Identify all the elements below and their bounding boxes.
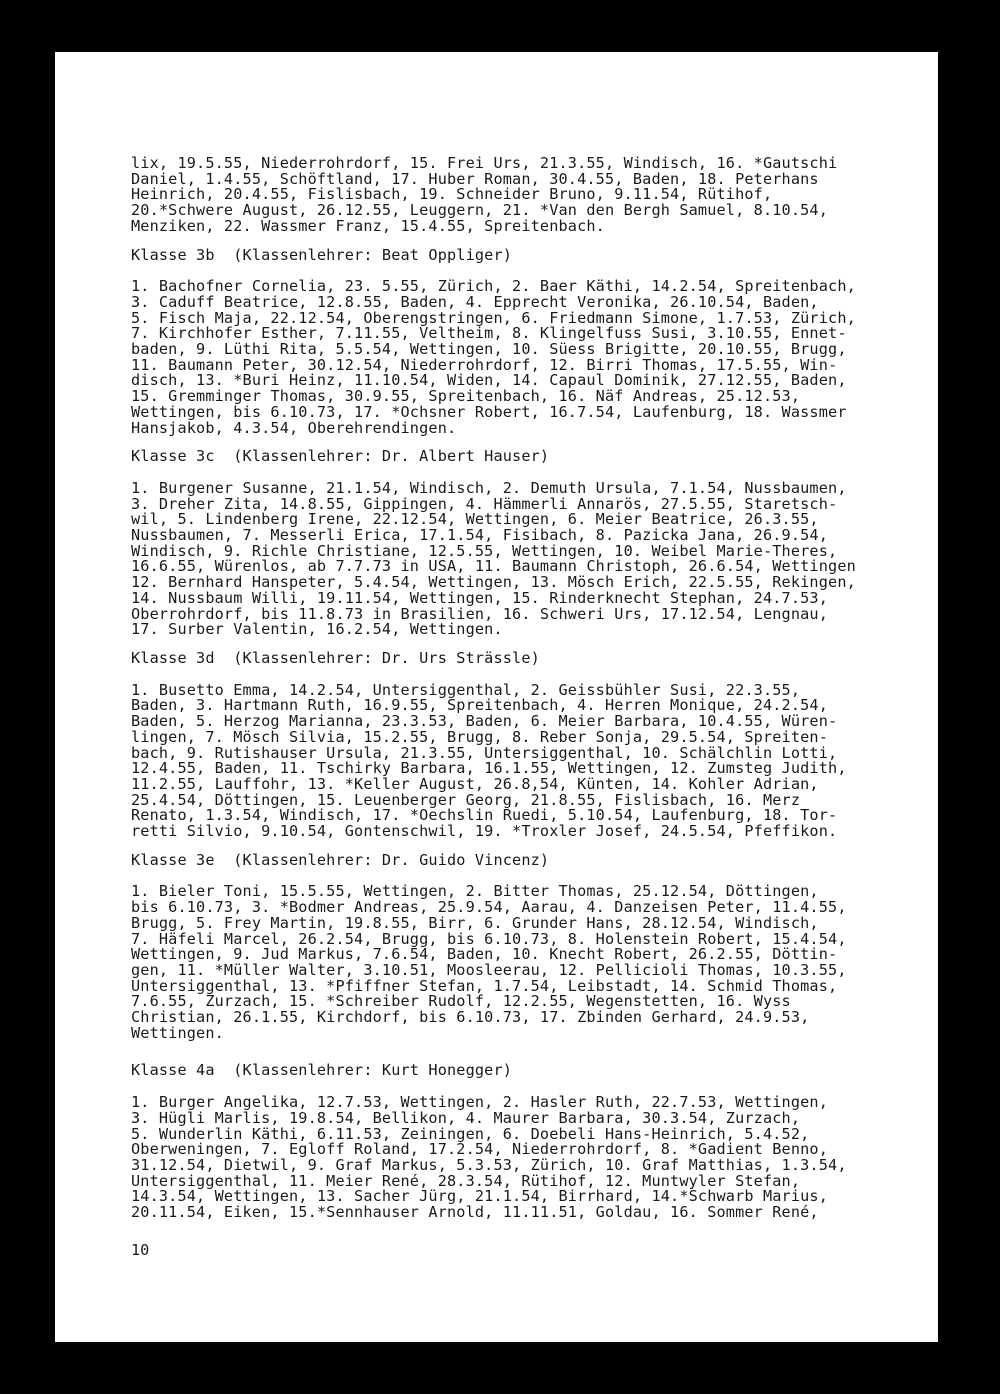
- text-line: 20.*Schwere August, 26.12.55, Leuggern, 21. *Van den Bergh Samuel, 8.10.54,: [131, 201, 829, 220]
- text-line: 17. Surber Valentin, 16.2.54, Wettingen.: [131, 620, 503, 639]
- page-number: 10: [131, 1241, 150, 1259]
- text-line: 12.4.55, Baden, 11. Tschirky Barbara, 16.1.55, Wettingen, 12. Zumsteg Judith,: [131, 759, 847, 778]
- text-line: Baden, 5. Herzog Marianna, 23.3.53, Baden, 6. Meier Barbara, 10.4.55, Würen-: [131, 712, 838, 731]
- text-line: Heinrich, 20.4.55, Fislisbach, 19. Schneider Bruno, 9.11.54, Rütihof,: [131, 185, 773, 204]
- text-line: 5. Fisch Maja, 22.12.54, Oberengstringen, 6. Friedmann Simone, 1.7.53, Zürich,: [131, 308, 856, 327]
- text-line: 15. Gremminger Thomas, 30.9.55, Spreitenbach, 16. Näf Andreas, 25.12.53,: [131, 387, 801, 406]
- text-line: Brugg, 5. Frey Martin, 19.8.55, Birr, 6. Grunder Hans, 28.12.54, Windisch,: [131, 913, 819, 932]
- class-heading: Klasse 3b (Klassenlehrer: Beat Oppliger): [131, 245, 513, 264]
- class-heading: Klasse 3c (Klassenlehrer: Dr. Albert Hauser): [131, 447, 550, 466]
- text-line: Hansjakob, 4.3.54, Oberehrendingen.: [131, 418, 457, 437]
- text-line: 25.4.54, Döttingen, 15. Leuenberger Georg, 21.8.55, Fislisbach, 16. Merz: [131, 790, 801, 809]
- text-line: Wettingen.: [131, 1023, 224, 1042]
- text-line: 16.6.55, Würenlos, ab 7.7.73 in USA, 11. Baumann Christoph, 26.6.54, Wettingen: [131, 557, 856, 576]
- text-line: 1. Bieler Toni, 15.5.55, Wettingen, 2. Bitter Thomas, 25.12.54, Döttingen,: [131, 882, 819, 901]
- text-line: Wettingen, bis 6.10.73, 17. *Ochsner Robert, 16.7.54, Laufenburg, 18. Wassmer: [131, 402, 847, 421]
- text-line: 20.11.54, Eiken, 15.*Sennhauser Arnold, 11.11.51, Goldau, 16. Sommer René,: [131, 1203, 819, 1222]
- text-line: wil, 5. Lindenberg Irene, 22.12.54, Wettingen, 6. Meier Beatrice, 26.3.55,: [131, 510, 819, 529]
- text-line: Oberrohrdorf, bis 11.8.73 in Brasilien, 16. Schweri Urs, 17.12.54, Lengnau,: [131, 604, 829, 623]
- text-line: Daniel, 1.4.55, Schöftland, 17. Huber Roman, 30.4.55, Baden, 18. Peterhans: [131, 169, 819, 188]
- intro-paragraph: [131, 156, 931, 235]
- text-line: Untersiggenthal, 13. *Pfiffner Stefan, 1.7.54, Leibstadt, 14. Schmid Thomas,: [131, 976, 838, 995]
- text-line: gen, 11. *Müller Walter, 3.10.51, Moosleerau, 12. Pellicioli Thomas, 10.3.55,: [131, 960, 847, 979]
- class-roster: [131, 1095, 931, 1221]
- text-line: 7.6.55, Zurzach, 15. *Schreiber Rudolf, 12.2.55, Wegenstetten, 16. Wyss: [131, 992, 791, 1011]
- text-line: bis 6.10.73, 3. *Bodmer Andreas, 25.9.54, Aarau, 4. Danzeisen Peter, 11.4.55,: [131, 898, 847, 917]
- class-heading: Klasse 3e (Klassenlehrer: Dr. Guido Vincenz): [131, 850, 550, 869]
- text-line: Menziken, 22. Wassmer Franz, 15.4.55, Spreitenbach.: [131, 216, 605, 235]
- text-line: Renato, 1.3.54, Windisch, 17. *Oechslin Ruedi, 5.10.54, Laufenburg, 18. Tor-: [131, 806, 838, 825]
- text-line: 7. Häfeli Marcel, 26.2.54, Brugg, bis 6.10.73, 8. Holenstein Robert, 15.4.54,: [131, 929, 847, 948]
- text-line: Oberweningen, 7. Egloff Roland, 17.2.54, Niederrohrdorf, 8. *Gadient Benno,: [131, 1140, 829, 1159]
- text-line: 3. Caduff Beatrice, 12.8.55, Baden, 4. Epprecht Veronika, 26.10.54, Baden,: [131, 292, 819, 311]
- class-roster: [131, 884, 931, 1041]
- text-line: 12. Bernhard Hanspeter, 5.4.54, Wettingen, 13. Mösch Erich, 22.5.55, Rekingen,: [131, 573, 856, 592]
- text-line: 11. Baumann Peter, 30.12.54, Niederrohrdorf, 12. Birri Thomas, 17.5.55, Win-: [131, 355, 838, 374]
- text-line: baden, 9. Lüthi Rita, 5.5.54, Wettingen, 10. Süess Brigitte, 20.10.55, Brugg,: [131, 340, 847, 359]
- text-line: lix, 19.5.55, Niederrohrdorf, 15. Frei Urs, 21.3.55, Windisch, 16. *Gautschi: [131, 154, 838, 172]
- page-content: [131, 156, 931, 1234]
- text-line: Untersiggenthal, 11. Meier René, 28.3.54, Rütihof, 12. Muntwyler Stefan,: [131, 1171, 801, 1190]
- text-line: 3. Dreher Zita, 14.8.55, Gippingen, 4. Hämmerli Annarös, 27.5.55, Staretsch-: [131, 494, 838, 513]
- text-line: bach, 9. Rutishauser Ursula, 21.3.55, Untersiggenthal, 10. Schälchlin Lotti,: [131, 743, 838, 762]
- text-line: Windisch, 9. Richle Christiane, 12.5.55, Wettingen, 10. Weibel Marie-Theres,: [131, 541, 838, 560]
- class-roster: [131, 478, 931, 639]
- text-line: 11.2.55, Lauffohr, 13. *Keller August, 26.8,54, Künten, 14. Kohler Adrian,: [131, 774, 819, 793]
- text-line: retti Silvio, 9.10.54, Gontenschwil, 19. *Troxler Josef, 24.5.54, Pfeffikon.: [131, 822, 838, 841]
- document-page: [55, 52, 938, 1342]
- class-heading: Klasse 3d (Klassenlehrer: Dr. Urs Strässle): [131, 648, 540, 667]
- text-line: 1. Bachofner Cornelia, 23. 5.55, Zürich, 2. Baer Käthi, 14.2.54, Spreitenbach,: [131, 277, 856, 296]
- text-line: lingen, 7. Mösch Silvia, 15.2.55, Brugg, 8. Reber Sonja, 29.5.54, Spreiten-: [131, 727, 829, 746]
- text-line: 5. Wunderlin Käthi, 6.11.53, Zeiningen, 6. Doebeli Hans-Heinrich, 5.4.52,: [131, 1124, 810, 1143]
- text-line: 14. Nussbaum Willi, 19.11.54, Wettingen, 15. Rinderknecht Stephan, 24.7.53,: [131, 588, 829, 607]
- text-line: Nussbaumen, 7. Messerli Erica, 17.1.54, Fisibach, 8. Pazicka Jana, 26.9.54,: [131, 526, 829, 545]
- text-line: 1. Burger Angelika, 12.7.53, Wettingen, 2. Hasler Ruth, 22.7.53, Wettingen,: [131, 1093, 829, 1112]
- class-heading: Klasse 4a (Klassenlehrer: Kurt Honegger): [131, 1061, 513, 1080]
- text-line: Wettingen, 9. Jud Markus, 7.6.54, Baden, 10. Knecht Robert, 26.2.55, Döttin-: [131, 945, 838, 964]
- text-line: 1. Busetto Emma, 14.2.54, Untersiggenthal, 2. Geissbühler Susi, 22.3.55,: [131, 680, 801, 699]
- text-line: disch, 13. *Buri Heinz, 11.10.54, Widen, 14. Capaul Dominik, 27.12.55, Baden,: [131, 371, 847, 390]
- text-line: 3. Hügli Marlis, 19.8.54, Bellikon, 4. Maurer Barbara, 30.3.54, Zurzach,: [131, 1108, 801, 1127]
- class-roster: [131, 279, 931, 436]
- text-line: 14.3.54, Wettingen, 13. Sacher Jürg, 21.1.54, Birrhard, 14.*Schwarb Marius,: [131, 1187, 829, 1206]
- text-line: Christian, 26.1.55, Kirchdorf, bis 6.10.73, 17. Zbinden Gerhard, 24.9.53,: [131, 1008, 810, 1027]
- text-line: 7. Kirchhofer Esther, 7.11.55, Veltheim, 8. Klingelfuss Susi, 3.10.55, Ennet-: [131, 324, 847, 343]
- class-roster: [131, 680, 931, 841]
- text-line: Baden, 3. Hartmann Ruth, 16.9.55, Spreitenbach, 4. Herren Monique, 24.2.54,: [131, 696, 829, 715]
- text-line: 31.12.54, Dietwil, 9. Graf Markus, 5.3.53, Zürich, 10. Graf Matthias, 1.3.54,: [131, 1155, 847, 1174]
- text-line: 1. Burgener Susanne, 21.1.54, Windisch, 2. Demuth Ursula, 7.1.54, Nussbaumen,: [131, 478, 847, 497]
